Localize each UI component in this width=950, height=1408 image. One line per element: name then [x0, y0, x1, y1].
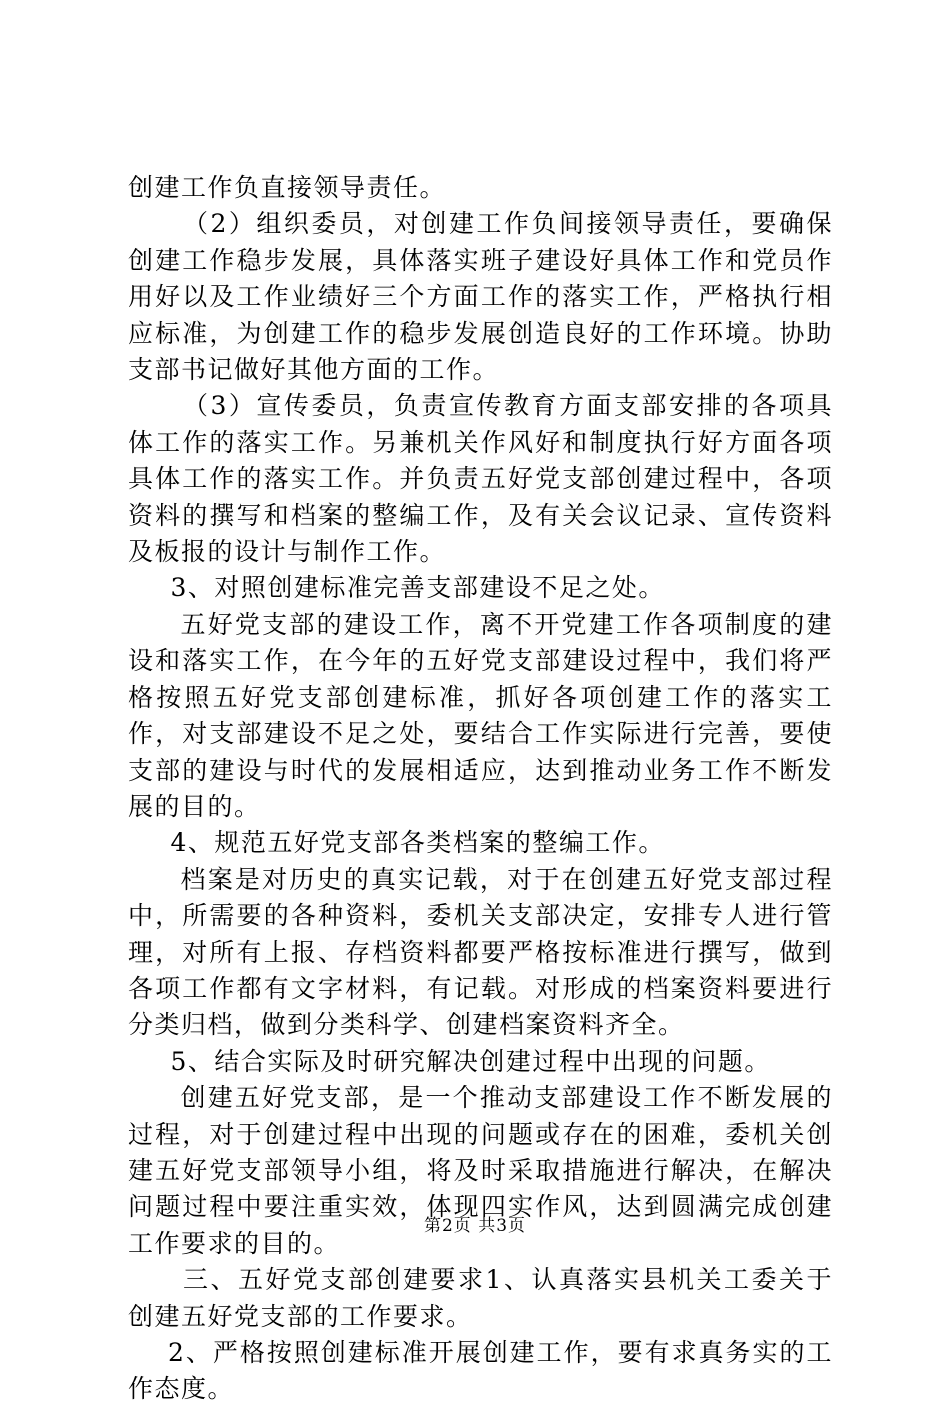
- paragraph-3: （3）宣传委员，负责宣传教育方面支部安排的各项具体工作的落实工作。另兼机关作风好和制度执行好方面各项具体工作的落实工作。并负责五好党支部创建过程中，各项资料的撰写和档案的整编工作，及有关会议记录、宣传资料及板报的设计与制作工作。: [128, 391, 833, 567]
- paragraph-2: （2）组织委员，对创建工作负间接领导责任，要确保创建工作稳步发展，具体落实班子建设好具体工作和党员作用好以及工作业绩好三个方面工作的落实工作，严格执行相应标准，为创建工作的稳步发展创造良好的工作环境。协助支部书记做好其他方面的工作。: [128, 209, 833, 385]
- paragraph-1: 创建工作负直接领导责任。: [128, 173, 447, 202]
- paragraph-5: 五好党支部的建设工作，离不开党建工作各项制度的建设和落实工作，在今年的五好党支部建设过程中，我们将严格按照五好党支部创建标准，抓好各项创建工作的落实工作，对支部建设不足之处，要结合工作实际进行完善，要使支部的建设与时代的发展相适应，达到推动业务工作不断发展的目的。: [128, 609, 833, 821]
- paragraph-9: 创建五好党支部，是一个推动支部建设工作不断发展的过程，对于创建过程中出现的问题或存在的困难，委机关创建五好党支部领导小组，将及时采取措施进行解决，在解决问题过程中要注重实效，体现四实作风，达到圆满完成创建工作要求的目的。: [128, 1083, 833, 1258]
- paragraph-6: 4、规范五好党支部各类档案的整编工作。: [170, 828, 665, 858]
- paragraph-11: 2、严格按照创建标准开展创建工作，要有求真务实的工作态度。: [128, 1338, 833, 1404]
- paragraph-4: 3、对照创建标准完善支部建设不足之处。: [170, 573, 665, 603]
- page-footer: 第2页 共3页: [423, 1216, 527, 1236]
- paragraph-8: 5、结合实际及时研究解决创建过程中出现的问题。: [170, 1046, 771, 1076]
- paragraph-7: 档案是对历史的真实记载，对于在创建五好党支部过程中，所需要的各种资料，委机关支部决定，安排专人进行管理，对所有上报、存档资料都要严格按标准进行撰写，做到各项工作都有文字材料，有记载。对形成的档案资料要进行分类归档，做到分类科学、创建档案资料齐全。: [128, 864, 833, 1040]
- paragraph-10: 三、五好党支部创建要求1、认真落实县机关工委关于创建五好党支部的工作要求。: [128, 1265, 833, 1331]
